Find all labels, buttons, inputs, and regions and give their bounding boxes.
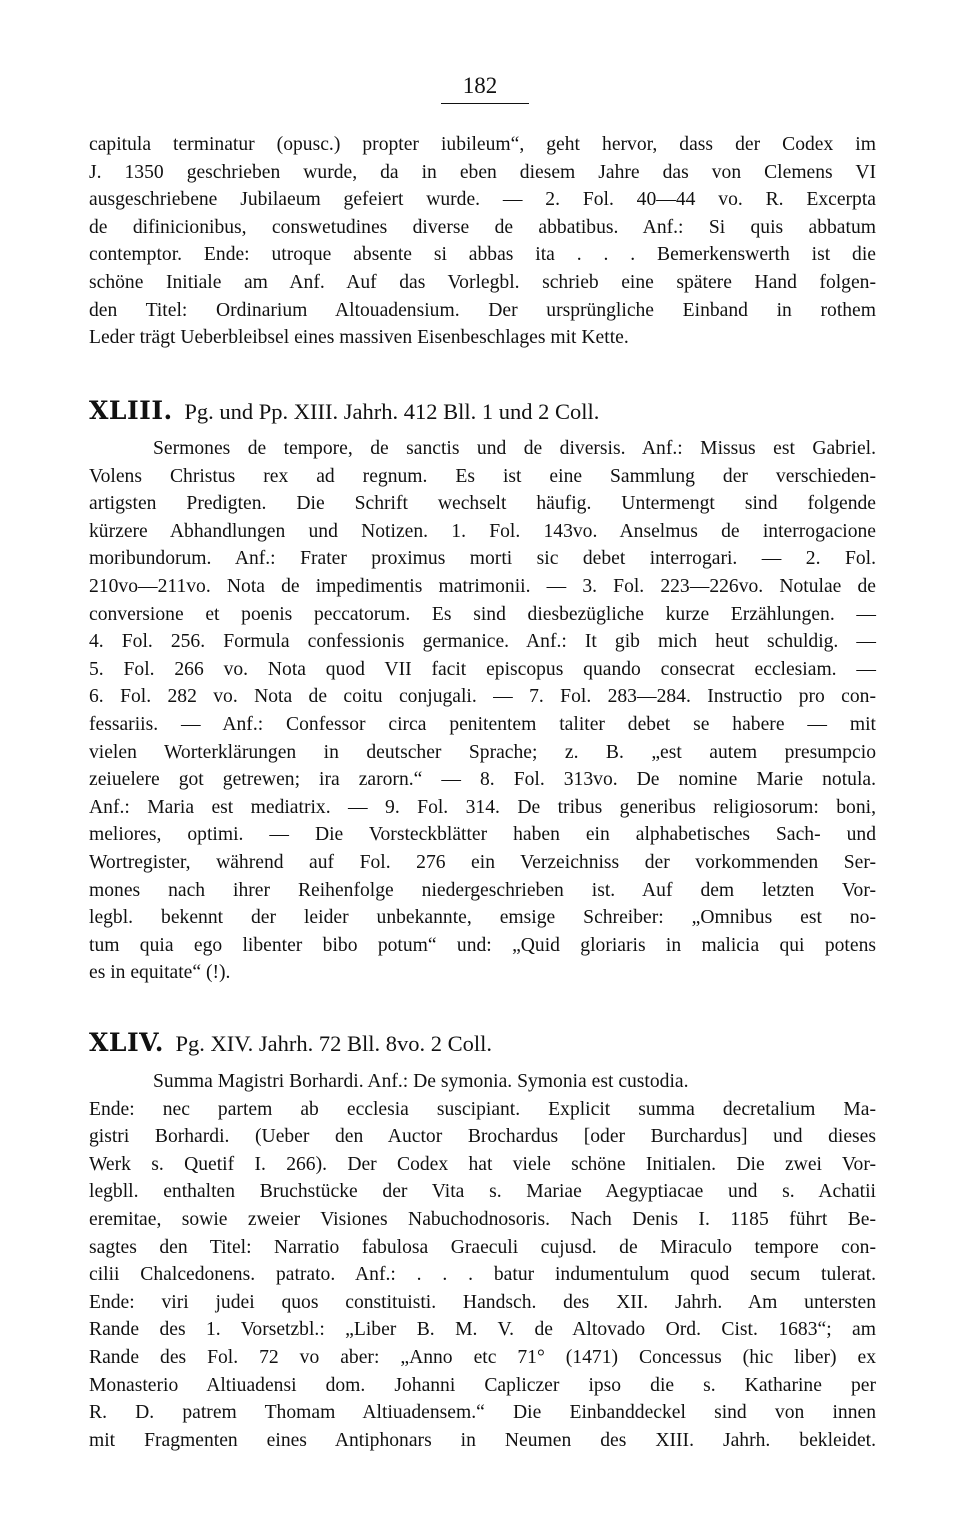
text-line: 4. Fol. 256. Formula confessionis germanice. Anf.: It gib mich heut schuldig. —	[89, 631, 876, 653]
text-line: legbll. enthalten Bruchstücke der Vita s. Mariae Aegyptiacae und s. Achatii	[89, 1181, 876, 1203]
text-line: cilii Chalcedonens. patrato. Anf.: . . . batur indumentulum quod secum tulerat.	[89, 1264, 876, 1286]
entry-heading-xliv	[89, 1025, 876, 1061]
text-line: Volens Christus rex ad regnum. Es ist eine Sammlung der verschieden-	[89, 465, 876, 487]
text-line: schöne Initiale am Anf. Auf das Vorlegbl. schrieb eine spätere Hand folgen-	[89, 271, 876, 293]
text-line: contemptor. Ende: utroque absente si abbas ita . . . Bemerkenswerth ist die	[89, 244, 876, 266]
text-line: Leder trägt Ueberbleibsel eines massiven Eisenbeschlages mit Kette.	[89, 327, 629, 349]
text-line: Monasterio Altiuadensi dom. Johanni Capliczer ipso die s. Katharine per	[89, 1374, 876, 1396]
text-line: R. D. patrem Thomam Altiuadensem.“ Die Einbanddeckel sind von innen	[89, 1402, 876, 1424]
text-line: kürzere Abhandlungen und Notizen. 1. Fol. 143vo. Anselmus de interrogacione	[89, 520, 876, 542]
page-number: 182	[462, 73, 498, 98]
page-number-rule	[441, 103, 529, 104]
text-line: Anf.: Maria est mediatrix. — 9. Fol. 314. De tribus generibus religiosorum: boni,	[89, 796, 876, 818]
text-line: mones nach ihrer Reihenfolge niedergeschrieben ist. Auf dem letzten Vor-	[89, 879, 876, 901]
text-line: Summa Magistri Borhardi. Anf.: De symonia. Symonia est custodia.	[153, 1071, 689, 1092]
text-line: artigsten Predigten. Die Schrift wechselt häufig. Untermengt sind folgende	[89, 493, 876, 515]
entry-body-xliv	[89, 1068, 876, 1454]
text-line: vielen Worterklärungen in deutscher Sprache; z. B. „est autem presumpcio	[89, 741, 876, 763]
text-line: ausgeschriebene Jubilaeum gefeiert wurde. — 2. Fol. 40—44 vo. R. Excerpta	[89, 189, 876, 211]
text-line: Ende: nec partem ab ecclesia suscipiant. Explicit summa decretalium Ma-	[89, 1098, 876, 1120]
entry-body-xliii	[89, 435, 876, 987]
entry-heading-text: Pg. XIV. Jahrh. 72 Bll. 8vo. 2 Coll.	[175, 1031, 493, 1056]
text-line: mit Fragmenten eines Antiphonars in Neumen des XIII. Jahrh. bekleidet.	[89, 1429, 876, 1451]
text-line: fessariis. — Anf.: Confessor circa penitentem taliter debet se habere — mit	[89, 713, 876, 735]
text-line: zeiuelere got getrewen; ira zarorn.“ — 8. Fol. 313vo. De nomine Marie notula.	[89, 769, 876, 791]
text-line: Sermones de tempore, de sanctis und de diversis. Anf.: Missus est Gabriel.	[153, 438, 876, 459]
text-line: meliores, optimi. — Die Vorsteckblätter haben ein alphabetisches Sach- und	[89, 824, 876, 846]
text-line: de difinicionibus, conswetudines diverse de abbatibus. Anf.: Si quis abbatum	[89, 216, 876, 238]
text-line: Wortregister, während auf Fol. 276 ein Verzeichniss der vorkommenden Ser-	[89, 851, 876, 873]
text-line: legbl. bekennt der leider unbekannte, emsige Schreiber: „Omnibus est no-	[89, 907, 876, 929]
continuation-paragraph	[89, 131, 876, 352]
text-line: es in equitate“ (!).	[89, 962, 231, 984]
entry-numeral: XLIV.	[89, 1028, 164, 1057]
text-line: sagtes den Titel: Narratio fabulosa Graeculi cujusd. de Miraculo tempore con-	[89, 1236, 876, 1258]
text-line: Ende: viri judei quos constituisti. Handsch. des XII. Jahrh. Am untersten	[89, 1291, 876, 1313]
entry-numeral: XLIII.	[89, 396, 173, 425]
text-line: capitula terminatur (opusc.) propter iubileum“, geht hervor, dass der Codex im	[89, 134, 876, 155]
text-line: 5. Fol. 266 vo. Nota quod VII facit episcopus quando consecrat ecclesiam. —	[89, 658, 876, 680]
text-line: conversione et poenis peccatorum. Es sind diesbezügliche kurze Erzählungen. —	[89, 603, 876, 625]
entry-heading-xliii	[89, 393, 876, 429]
text-line: gistri Borhardi. (Ueber den Auctor Brochardus [oder Burchardus] und dieses	[89, 1126, 876, 1148]
text-line: moribundorum. Anf.: Frater proximus morti sic debet interrogari. — 2. Fol.	[89, 548, 876, 570]
text-line: tum quia ego libenter bibo potum“ und: „Quid gloriaris in malicia qui potens	[89, 934, 876, 956]
text-line: J. 1350 geschrieben wurde, da in eben diesem Jahre das von Clemens VI	[89, 161, 876, 183]
text-line: den Titel: Ordinarium Altouadensium. Der ursprüngliche Einband in rothem	[89, 299, 876, 321]
text-line: eremitae, sowie zweier Visiones Nabuchodnosoris. Nach Denis I. 1185 führt Be-	[89, 1208, 876, 1230]
text-line: 6. Fol. 282 vo. Nota de coitu conjugali. — 7. Fol. 283—284. Instructio pro con-	[89, 686, 876, 708]
entry-heading-text: Pg. und Pp. XIII. Jahrh. 412 Bll. 1 und 2 Coll.	[184, 399, 600, 424]
text-line: Rande des Fol. 72 vo aber: „Anno etc 71° (1471) Concessus (hic liber) ex	[89, 1346, 876, 1368]
text-line: Werk s. Quetif I. 266). Der Codex hat viele schöne Initialen. Die zwei Vor-	[89, 1153, 876, 1175]
text-line: 210vo—211vo. Nota de impedimentis matrimonii. — 3. Fol. 223—226vo. Notulae de	[89, 575, 876, 597]
text-line: Rande des 1. Vorsetzbl.: „Liber B. M. V. de Altovado Ord. Cist. 1683“; am	[89, 1319, 876, 1341]
